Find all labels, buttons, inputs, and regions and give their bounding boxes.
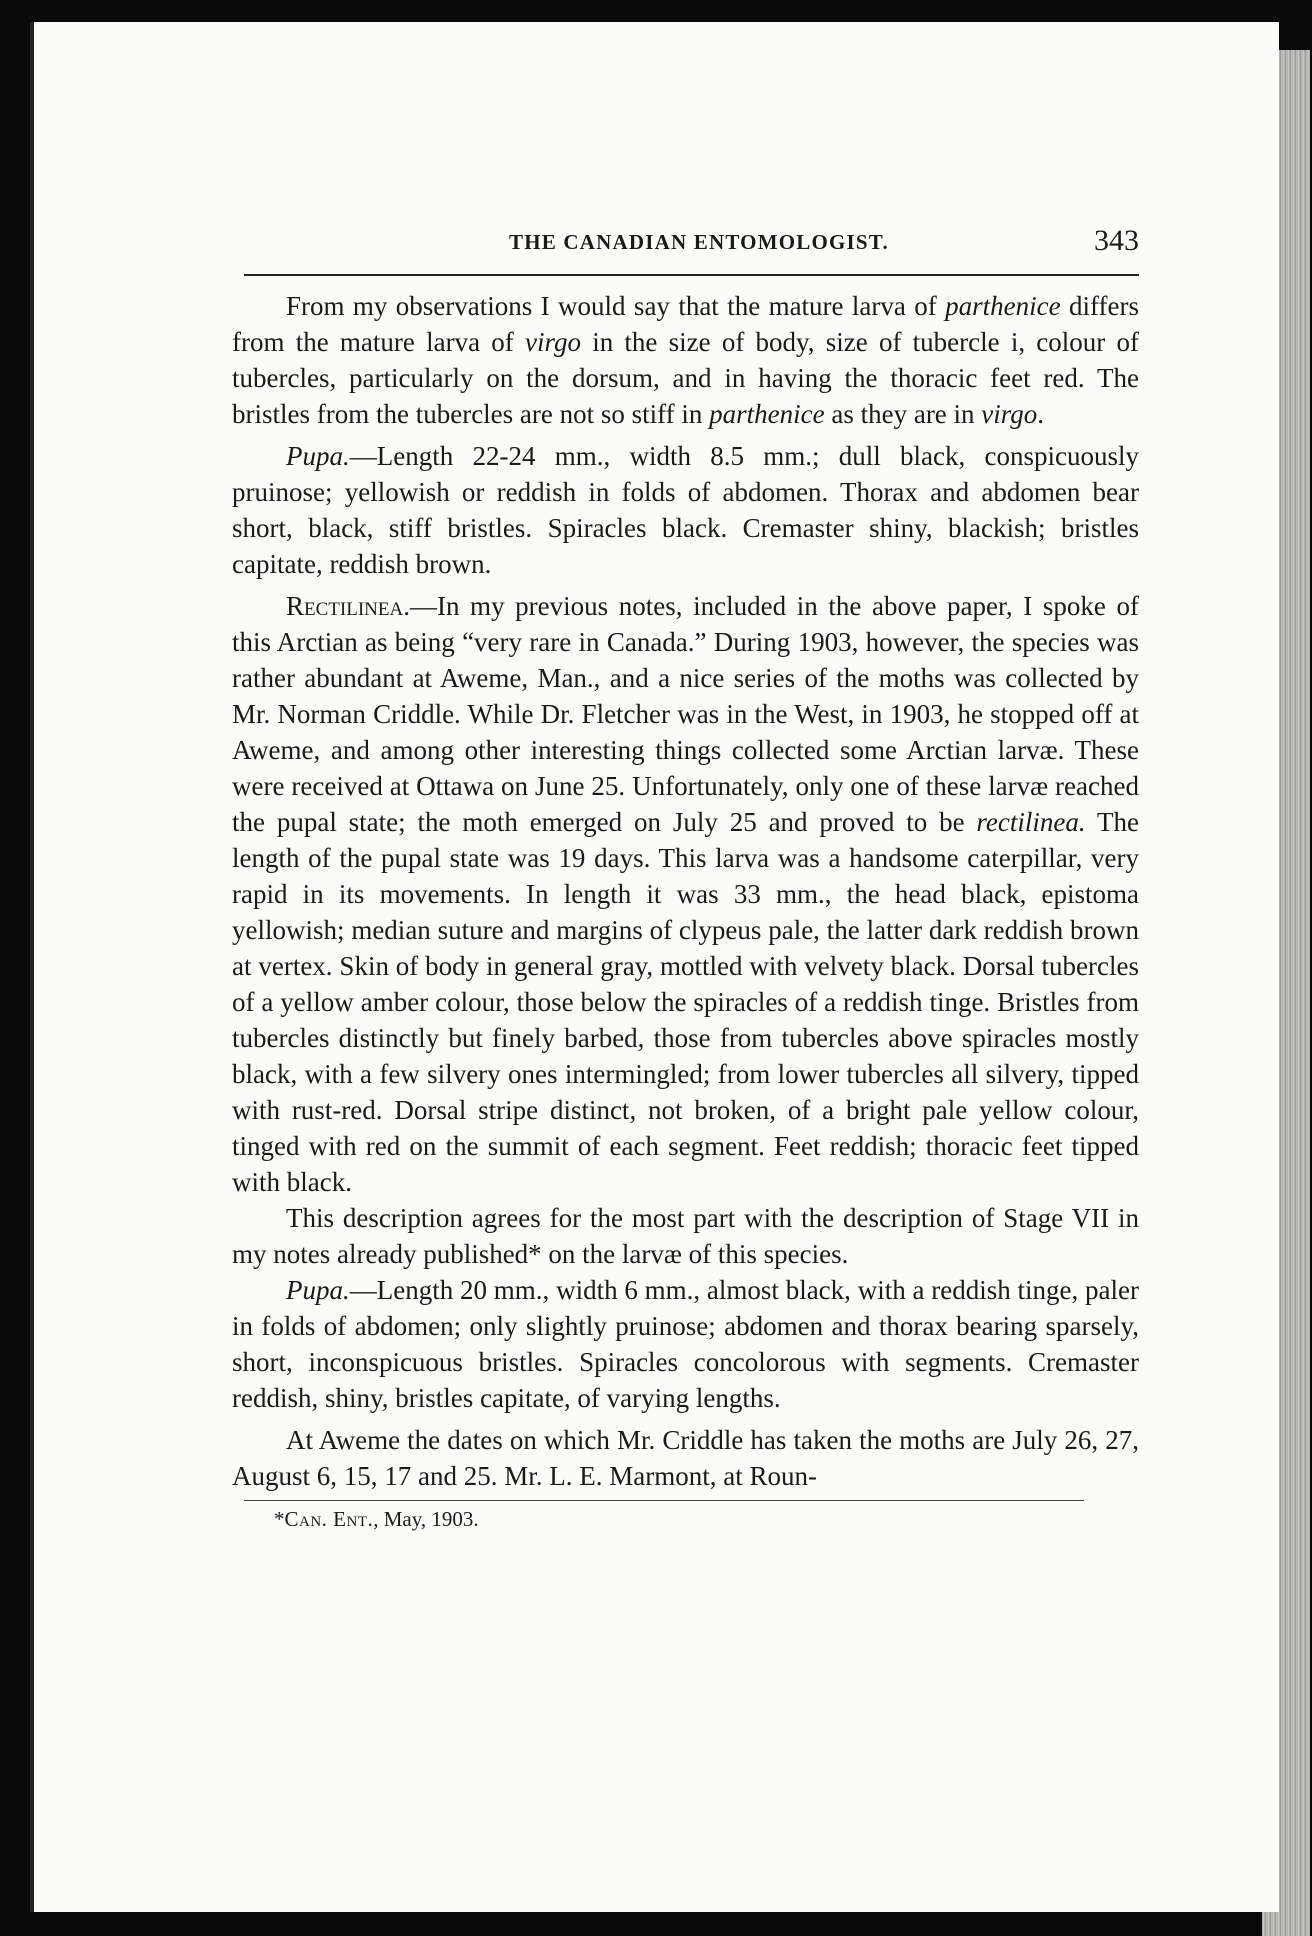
species-name: parthenice xyxy=(945,291,1061,321)
page-content xyxy=(204,222,1164,1533)
paragraph-rectilinea: Rectilinea.—In my previous notes, included in the above paper, I spoke of this Arctian as being “very rare in Canada.” During 1903, however, the species was rather abundant at Aweme, Man., and a nice series of the moths was collected by Mr. Norman Criddle. While Dr. Fletcher was in the West, in 1903, he stopped off at Aweme, and among other interesting things collected some Arctian larvæ. These were received at Ottawa on June 25. Unfortunately, only one of these larvæ reached the pupal state; the moth emerged on July 25 and proved to be rectilinea. The length of the pupal state was 19 days. This larva was a handsome caterpillar, very rapid in its movements. In length it was 33 mm., the head black, epistoma yellowish; median suture and margins of clypeus pale, the latter dark reddish brown at vertex. Skin of body in general gray, mottled with velvety black. Dorsal tubercles of a yellow amber colour, those below the spiracles of a reddish tinge. Bristles from tubercles distinctly but finely barbed, those from tubercles above spiracles mostly black, with a few silvery ones intermingled; from lower tubercles all silvery, tipped with rust-red. Dorsal stripe distinct, not broken, of a bright pale yellow colour, tinged with red on the summit of each segment. Feet reddish; thoracic feet tipped with black. xyxy=(232,591,1139,1197)
species-name: rectilinea. xyxy=(976,807,1086,837)
section-label: Pupa. xyxy=(286,1275,350,1305)
paragraph-pupa-rectilinea: Pupa.—Length 20 mm., width 6 mm., almost black, with a reddish tinge, paler in folds of abdomen; only slightly pruinose; abdomen and thorax bearing sparsely, short, inconspicuous bristles. Spiracles concolorous with segments. Cremaster reddish, shiny, bristles capitate, of varying lengths. xyxy=(232,1275,1139,1413)
footnote-rule xyxy=(244,1500,1084,1501)
running-head xyxy=(204,222,1164,262)
header-rule xyxy=(244,274,1139,276)
species-name: virgo xyxy=(981,399,1038,429)
paragraph-pupa-parthenice: Pupa.—Length 22-24 mm., width 8.5 mm.; dull black, conspicuously pruinose; yellowish or reddish in folds of abdomen. Thorax and abdomen bear short, black, stiff bristles. Spiracles black. Cremaster shiny, blackish; bristles capitate, reddish brown. xyxy=(232,441,1139,579)
section-label: Pupa. xyxy=(286,441,350,471)
species-name: parthenice xyxy=(709,399,825,429)
paragraph-aweme-dates: At Aweme the dates on which Mr. Criddle has taken the moths are July 26, 27, August 6, 15, 17 and 25. Mr. L. E. Marmont, at Roun- xyxy=(232,1425,1139,1491)
species-name: virgo xyxy=(524,327,581,357)
section-heading: Rectilinea. xyxy=(286,591,410,621)
paragraph-description: This description agrees for the most part with the description of Stage VII in my notes already published* on the larvæ of this species. xyxy=(232,1203,1139,1269)
body-text xyxy=(204,288,1164,1494)
page-number: 343 xyxy=(1094,224,1139,257)
paragraph-observations: From my observations I would say that the mature larva of parthenice differs from the mature larva of virgo in the size of body, size of tubercle i, colour of tubercles, particularly on the dorsum, and in having the thoracic feet red. The bristles from the tubercles are not so stiff in parthenice as they are in virgo. xyxy=(232,291,1139,429)
footnote-source: Can. Ent. xyxy=(284,1507,374,1531)
journal-title: THE CANADIAN ENTOMOLOGIST. xyxy=(509,230,889,254)
footnote: *Can. Ent., May, 1903. xyxy=(274,1507,479,1531)
book-page xyxy=(30,22,1279,1912)
